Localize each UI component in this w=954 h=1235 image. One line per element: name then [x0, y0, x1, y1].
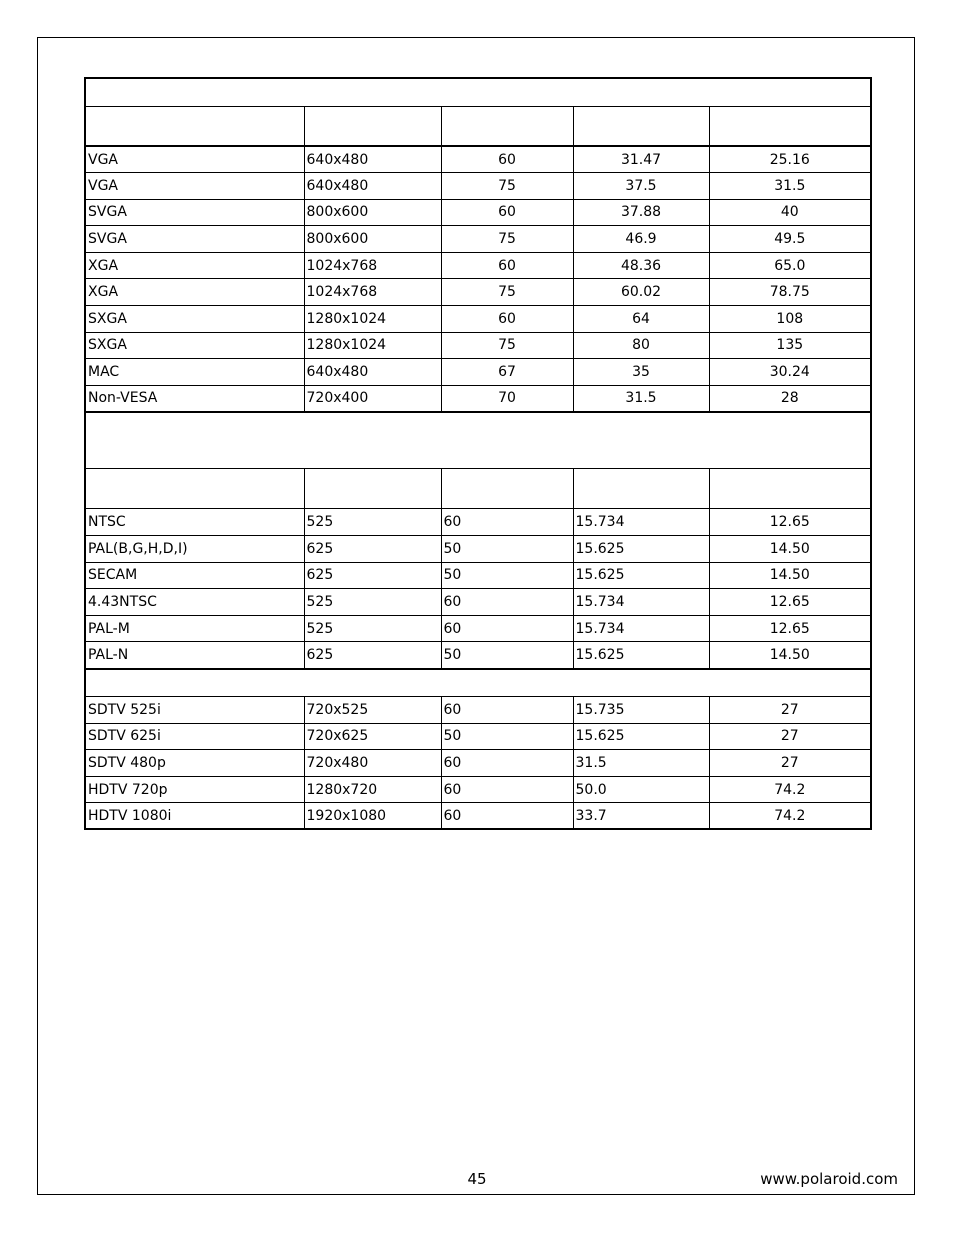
pc-mode-row-cell: VGA: [85, 173, 304, 200]
video-mode-row: [85, 509, 871, 536]
hdtv-mode-row-cell: 1280x720: [304, 776, 441, 803]
video-mode-row: [85, 536, 871, 563]
video-mode-row: [85, 642, 871, 669]
pc-mode-row-cell: 64: [573, 306, 709, 333]
video-mode-row-cell: 525: [304, 589, 441, 616]
pc-mode-row-cell: 720x400: [304, 385, 441, 412]
hdtv-mode-row-cell: HDTV 720p: [85, 776, 304, 803]
pc-mode-row-cell: 65.0: [709, 252, 871, 279]
hdtv-mode-row: [85, 776, 871, 803]
pc-mode-row-cell: VGA: [85, 146, 304, 173]
video-mode-row-cell: 12.65: [709, 615, 871, 642]
pc-mode-row-cell: 37.5: [573, 173, 709, 200]
video-mode-row-cell: 14.50: [709, 642, 871, 669]
video-mode-row: [85, 615, 871, 642]
hdtv-mode-row-cell: 31.5: [573, 750, 709, 777]
hdtv-mode-row-cell: 720x625: [304, 723, 441, 750]
pc-mode-row-cell: 60: [441, 252, 573, 279]
pc-mode-row: [85, 385, 871, 412]
timing-table-body: [85, 78, 871, 829]
pc-mode-row-cell: 28: [709, 385, 871, 412]
video-mode-row: [85, 562, 871, 589]
video-mode-row-cell: 525: [304, 615, 441, 642]
video-header-row: [85, 469, 871, 509]
pc-mode-row-cell: SVGA: [85, 199, 304, 226]
pc-mode-row-cell: 80: [573, 332, 709, 359]
video-mode-row-cell: 625: [304, 562, 441, 589]
pc-mode-row-cell: 1280x1024: [304, 306, 441, 333]
pc-mode-row-cell: SXGA: [85, 332, 304, 359]
hdtv-mode-row-cell: 74.2: [709, 803, 871, 830]
video-mode-row-cell: 50: [441, 642, 573, 669]
pc-mode-row-cell: 70: [441, 385, 573, 412]
pc-mode-row-cell: Non-VESA: [85, 385, 304, 412]
video-mode-row-cell: 60: [441, 589, 573, 616]
pc-mode-row-cell: 40: [709, 199, 871, 226]
video-section-band: [85, 412, 871, 469]
timing-table: [84, 77, 872, 830]
hdtv-mode-row-cell: 74.2: [709, 776, 871, 803]
pc-mode-row: [85, 146, 871, 173]
video-mode-row: [85, 589, 871, 616]
video-mode-row-cell: 12.65: [709, 509, 871, 536]
video-mode-row-cell: PAL-N: [85, 642, 304, 669]
video-mode-row-cell: PAL(B,G,H,D,I): [85, 536, 304, 563]
pc-mode-row-cell: 31.5: [573, 385, 709, 412]
page-number: 45: [467, 1170, 487, 1188]
hdtv-mode-row-cell: 720x480: [304, 750, 441, 777]
pc-mode-row-cell: 75: [441, 173, 573, 200]
pc-mode-row-cell: XGA: [85, 279, 304, 306]
video-mode-row-cell: 15.625: [573, 562, 709, 589]
hdtv-mode-row: [85, 803, 871, 830]
pc-mode-row-cell: 31.47: [573, 146, 709, 173]
hdtv-mode-row-cell: 50: [441, 723, 573, 750]
video-mode-row-cell: 15.734: [573, 589, 709, 616]
pc-mode-row: [85, 332, 871, 359]
video-mode-row-cell: 60: [441, 509, 573, 536]
hdtv-mode-row-cell: 60: [441, 803, 573, 830]
hdtv-mode-row-cell: 50.0: [573, 776, 709, 803]
hdtv-mode-row-cell: 60: [441, 750, 573, 777]
pc-mode-row-cell: 31.5: [709, 173, 871, 200]
pc-mode-row-cell: 60: [441, 306, 573, 333]
video-mode-row-cell: 15.734: [573, 615, 709, 642]
pc-mode-row-cell: 1024x768: [304, 252, 441, 279]
video-mode-row-cell: 60: [441, 615, 573, 642]
pc-mode-row: [85, 199, 871, 226]
hdtv-mode-row-cell: 27: [709, 723, 871, 750]
website-link[interactable]: www.polaroid.com: [760, 1170, 898, 1188]
video-mode-row-cell: 50: [441, 536, 573, 563]
pc-mode-row-cell: 135: [709, 332, 871, 359]
hdtv-mode-row-cell: 60: [441, 697, 573, 724]
video-mode-row-cell: PAL-M: [85, 615, 304, 642]
pc-header-row: [85, 106, 871, 146]
hdtv-mode-row-cell: SDTV 625i: [85, 723, 304, 750]
video-mode-row-cell: 625: [304, 536, 441, 563]
pc-mode-row-cell: 60: [441, 199, 573, 226]
pc-mode-row-cell: 37.88: [573, 199, 709, 226]
hdtv-mode-row-cell: SDTV 525i: [85, 697, 304, 724]
video-mode-row-cell: NTSC: [85, 509, 304, 536]
pc-mode-row: [85, 252, 871, 279]
pc-mode-row-cell: 75: [441, 332, 573, 359]
hdtv-mode-row-cell: HDTV 1080i: [85, 803, 304, 830]
hdtv-mode-row-cell: 27: [709, 697, 871, 724]
pc-mode-row-cell: 60: [441, 146, 573, 173]
pc-mode-row-cell: 67: [441, 359, 573, 386]
pc-mode-row: [85, 173, 871, 200]
video-mode-row-cell: 15.625: [573, 536, 709, 563]
pc-mode-row-cell: 30.24: [709, 359, 871, 386]
video-mode-row-cell: 14.50: [709, 562, 871, 589]
pc-mode-row-cell: 75: [441, 226, 573, 253]
hdtv-mode-row-cell: 1920x1080: [304, 803, 441, 830]
pc-mode-row: [85, 359, 871, 386]
hdtv-mode-row-cell: 15.625: [573, 723, 709, 750]
hdtv-mode-row-cell: 60: [441, 776, 573, 803]
pc-mode-row-cell: SVGA: [85, 226, 304, 253]
hdtv-mode-row-cell: 27: [709, 750, 871, 777]
pc-mode-row-cell: MAC: [85, 359, 304, 386]
pc-mode-row-cell: 35: [573, 359, 709, 386]
hdtv-mode-row: [85, 723, 871, 750]
pc-mode-row-cell: 800x600: [304, 226, 441, 253]
video-mode-row-cell: 15.734: [573, 509, 709, 536]
hdtv-section-band: [85, 669, 871, 697]
video-mode-row-cell: 14.50: [709, 536, 871, 563]
hdtv-mode-row: [85, 697, 871, 724]
pc-mode-row-cell: 640x480: [304, 173, 441, 200]
pc-section-band: [85, 78, 871, 106]
hdtv-mode-row-cell: 33.7: [573, 803, 709, 830]
pc-mode-row-cell: 1280x1024: [304, 332, 441, 359]
pc-mode-row-cell: 1024x768: [304, 279, 441, 306]
pc-mode-row-cell: 75: [441, 279, 573, 306]
pc-mode-row: [85, 306, 871, 333]
pc-mode-row-cell: 46.9: [573, 226, 709, 253]
hdtv-mode-row-cell: 15.735: [573, 697, 709, 724]
pc-mode-row-cell: 78.75: [709, 279, 871, 306]
pc-mode-row-cell: 640x480: [304, 146, 441, 173]
hdtv-mode-row: [85, 750, 871, 777]
pc-mode-row: [85, 279, 871, 306]
video-mode-row-cell: 525: [304, 509, 441, 536]
pc-mode-row-cell: 108: [709, 306, 871, 333]
video-mode-row-cell: 12.65: [709, 589, 871, 616]
pc-mode-row-cell: 25.16: [709, 146, 871, 173]
pc-mode-row-cell: 48.36: [573, 252, 709, 279]
video-mode-row-cell: SECAM: [85, 562, 304, 589]
hdtv-mode-row-cell: 720x525: [304, 697, 441, 724]
video-mode-row-cell: 15.625: [573, 642, 709, 669]
video-mode-row-cell: 625: [304, 642, 441, 669]
pc-mode-row-cell: 49.5: [709, 226, 871, 253]
hdtv-mode-row-cell: SDTV 480p: [85, 750, 304, 777]
video-mode-row-cell: 50: [441, 562, 573, 589]
video-mode-row-cell: 4.43NTSC: [85, 589, 304, 616]
pc-mode-row-cell: XGA: [85, 252, 304, 279]
pc-mode-row-cell: 640x480: [304, 359, 441, 386]
pc-mode-row-cell: SXGA: [85, 306, 304, 333]
pc-mode-row-cell: 800x600: [304, 199, 441, 226]
pc-mode-row: [85, 226, 871, 253]
pc-mode-row-cell: 60.02: [573, 279, 709, 306]
